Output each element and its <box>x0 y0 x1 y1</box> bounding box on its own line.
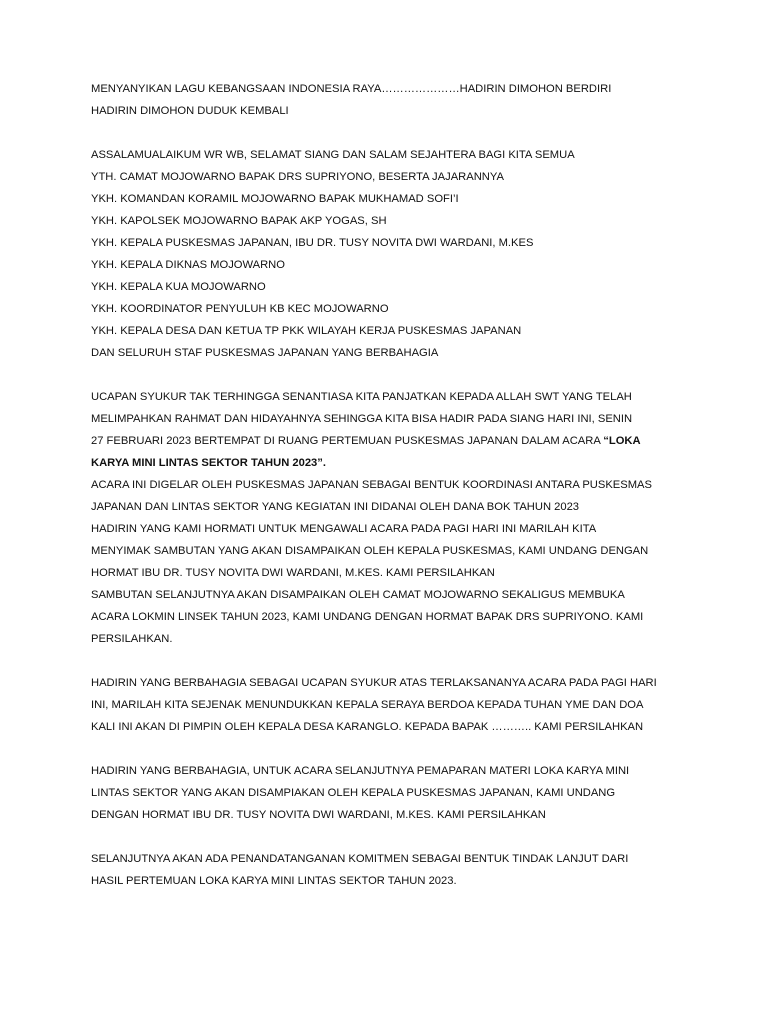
paragraph3-line-3: DENGAN HORMAT IBU DR. TUSY NOVITA DWI WARDANI, M.KES. KAMI PERSILAHKAN <box>91 809 546 821</box>
paragraph1-line-11: ACARA LOKMIN LINSEK TAHUN 2023, KAMI UNDANG DENGAN HORMAT BAPAK DRS SUPRIYONO. KAMI <box>91 611 644 623</box>
greeting-line-3: YKH. KOMANDAN KORAMIL MOJOWARNO BAPAK MUKHAMAD SOFI’I <box>91 193 459 205</box>
greeting-line-4: YKH. KAPOLSEK MOJOWARNO BAPAK AKP YOGAS, SH <box>91 215 387 227</box>
paragraph1-line-7: HADIRIN YANG KAMI HORMATI UNTUK MENGAWALI ACARA PADA PAGI HARI INI MARILAH KITA <box>91 523 597 535</box>
paragraph1-line-5: ACARA INI DIGELAR OLEH PUSKESMAS JAPANAN SEBAGAI BENTUK KOORDINASI ANTARA PUSKESMAS <box>91 479 652 491</box>
paragraph1-line-2: MELIMPAHKAN RAHMAT DAN HIDAYAHNYA SEHINGGA KITA BISA HADIR PADA SIANG HARI INI, SENIN <box>91 413 633 425</box>
greeting-line-2: YTH. CAMAT MOJOWARNO BAPAK DRS SUPRIYONO, BESERTA JAJARANNYA <box>91 171 504 183</box>
paragraph3-line-2: LINTAS SEKTOR YANG AKAN DISAMPIAKAN OLEH KEPALA PUSKESMAS JAPANAN, KAMI UNDANG <box>91 787 616 799</box>
paragraph2-line-3: KALI INI AKAN DI PIMPIN OLEH KEPALA DESA KARANGLO. KEPADA BAPAK ……….. KAMI PERSILAHKAN <box>91 721 644 733</box>
paragraph1-line-9: HORMAT IBU DR. TUSY NOVITA DWI WARDANI, M.KES. KAMI PERSILAHKAN <box>91 567 495 579</box>
paragraph1-line-3 <box>91 430 691 452</box>
opening-line-1: MENYANYIKAN LAGU KEBANGSAAN INDONESIA RAYA…………………HADIRIN DIMOHON BERDIRI <box>91 83 612 95</box>
paragraph1-line-12: PERSILAHKAN. <box>91 633 173 645</box>
paragraph2-line-1: HADIRIN YANG BERBAHAGIA SEBAGAI UCAPAN SYUKUR ATAS TERLAKSANANYA ACARA PADA PAGI HARI <box>91 677 657 689</box>
document-page <box>91 78 691 892</box>
paragraph1-line-6: JAPANAN DAN LINTAS SEKTOR YANG KEGIATAN INI DIDANAI OLEH DANA BOK TAHUN 2023 <box>91 501 580 513</box>
greeting-line-1: ASSALAMUALAIKUM WR WB, SELAMAT SIANG DAN SALAM SEJAHTERA BAGI KITA SEMUA <box>91 149 575 161</box>
paragraph-gap <box>91 122 691 144</box>
paragraph-gap <box>91 650 691 672</box>
paragraph2-line-2: INI, MARILAH KITA SEJENAK MENUNDUKKAN KEPALA SERAYA BERDOA KEPADA TUHAN YME DAN DOA <box>91 699 644 711</box>
paragraph1-line-1: UCAPAN SYUKUR TAK TERHINGGA SENANTIASA KITA PANJATKAN KEPADA ALLAH SWT YANG TELAH <box>91 391 632 403</box>
event-title-start: “LOKA <box>603 435 641 447</box>
paragraph-gap <box>91 364 691 386</box>
paragraph1-line-3-text: 27 FEBRUARI 2023 BERTEMPAT DI RUANG PERTEMUAN PUSKESMAS JAPANAN DALAM ACARA <box>91 435 604 447</box>
greeting-line-7: YKH. KEPALA KUA MOJOWARNO <box>91 281 266 293</box>
paragraph3-line-1: HADIRIN YANG BERBAHAGIA, UNTUK ACARA SELANJUTNYA PEMAPARAN MATERI LOKA KARYA MINI <box>91 765 630 777</box>
paragraph1-line-8: MENYIMAK SAMBUTAN YANG AKAN DISAMPAIKAN OLEH KEPALA PUSKESMAS, KAMI UNDANG DENGAN <box>91 545 649 557</box>
greeting-line-6: YKH. KEPALA DIKNAS MOJOWARNO <box>91 259 285 271</box>
paragraph4-line-2: HASIL PERTEMUAN LOKA KARYA MINI LINTAS SEKTOR TAHUN 2023. <box>91 875 457 887</box>
greeting-line-8: YKH. KOORDINATOR PENYULUH KB KEC MOJOWARNO <box>91 303 389 315</box>
paragraph-gap <box>91 738 691 760</box>
paragraph1-line-10: SAMBUTAN SELANJUTNYA AKAN DISAMPAIKAN OLEH CAMAT MOJOWARNO SEKALIGUS MEMBUKA <box>91 589 625 601</box>
paragraph-gap <box>91 826 691 848</box>
event-title-end: KARYA MINI LINTAS SEKTOR TAHUN 2023”. <box>91 457 326 469</box>
greeting-line-5: YKH. KEPALA PUSKESMAS JAPANAN, IBU DR. TUSY NOVITA DWI WARDANI, M.KES <box>91 237 534 249</box>
greeting-line-10: DAN SELURUH STAF PUSKESMAS JAPANAN YANG BERBAHAGIA <box>91 347 439 359</box>
opening-line-2: HADIRIN DIMOHON DUDUK KEMBALI <box>91 105 289 117</box>
greeting-line-9: YKH. KEPALA DESA DAN KETUA TP PKK WILAYAH KERJA PUSKESMAS JAPANAN <box>91 325 522 337</box>
paragraph4-line-1: SELANJUTNYA AKAN ADA PENANDATANGANAN KOMITMEN SEBAGAI BENTUK TINDAK LANJUT DARI <box>91 853 629 865</box>
